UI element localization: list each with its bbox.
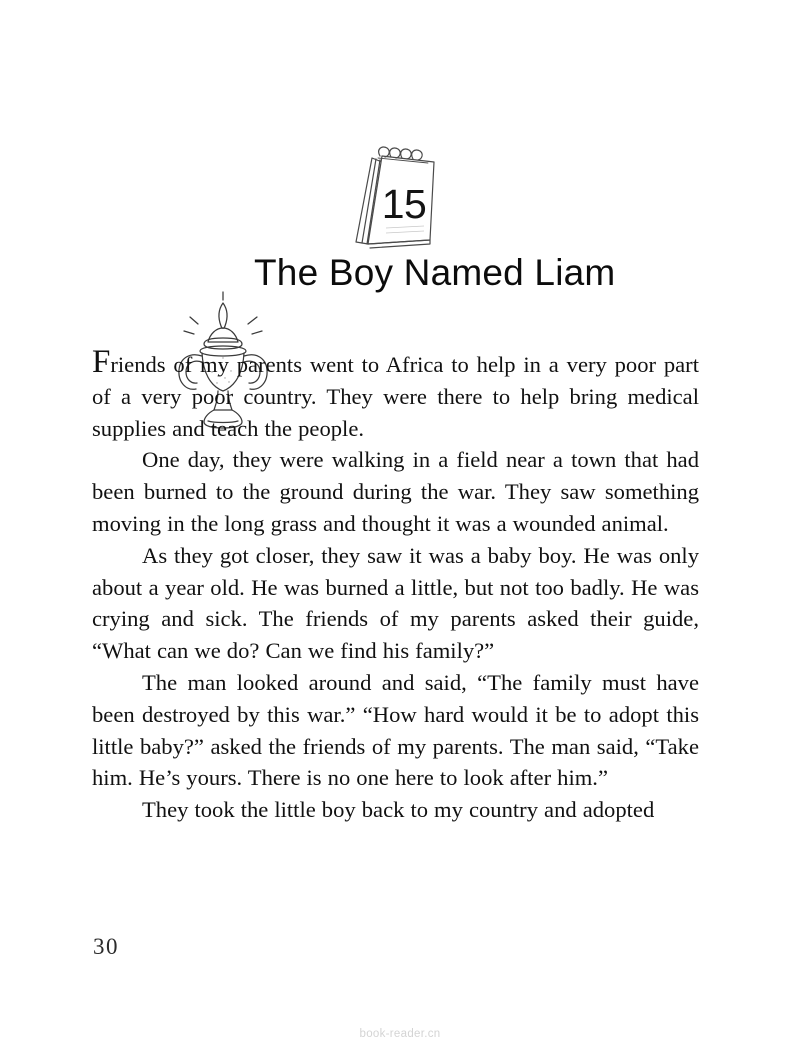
paragraph: The man looked around and said, “The family must have been destroyed by this war.” “How hard would it be to adopt this little baby?” asked the friends of my parents. The man said, “Take him. He’s yours. There is no one here to look after him.”: [92, 669, 699, 791]
raised-cap: F: [92, 344, 111, 380]
paragraph-text: riends of my parents went to Africa to help in a very poor part of a very poor country. They were there to help bring medical supplies and teach the people.: [92, 352, 699, 441]
paragraph: [92, 344, 699, 444]
chapter-number: 15: [381, 180, 427, 227]
page-number: 30: [93, 934, 119, 959]
paragraph: As they got closer, they saw it was a baby boy. He was only about a year old. He was burned a little, but not too badly. He was crying and sick. The friends of my parents asked their guide, “What can we do? Can we find his family?”: [92, 542, 699, 664]
chapter-header: [0, 128, 800, 313]
desk-calendar-icon: [338, 136, 450, 256]
paragraph: They took the little boy back to my country and adopted: [142, 797, 655, 823]
site-watermark: book-reader.cn: [359, 1028, 441, 1040]
chapter-title: The Boy Named Liam: [254, 252, 616, 293]
paragraph: One day, they were walking in a field near a town that had been burned to the ground during the war. They saw something moving in the long grass and thought it was a wounded animal.: [92, 447, 699, 536]
chapter-body: [92, 344, 699, 826]
